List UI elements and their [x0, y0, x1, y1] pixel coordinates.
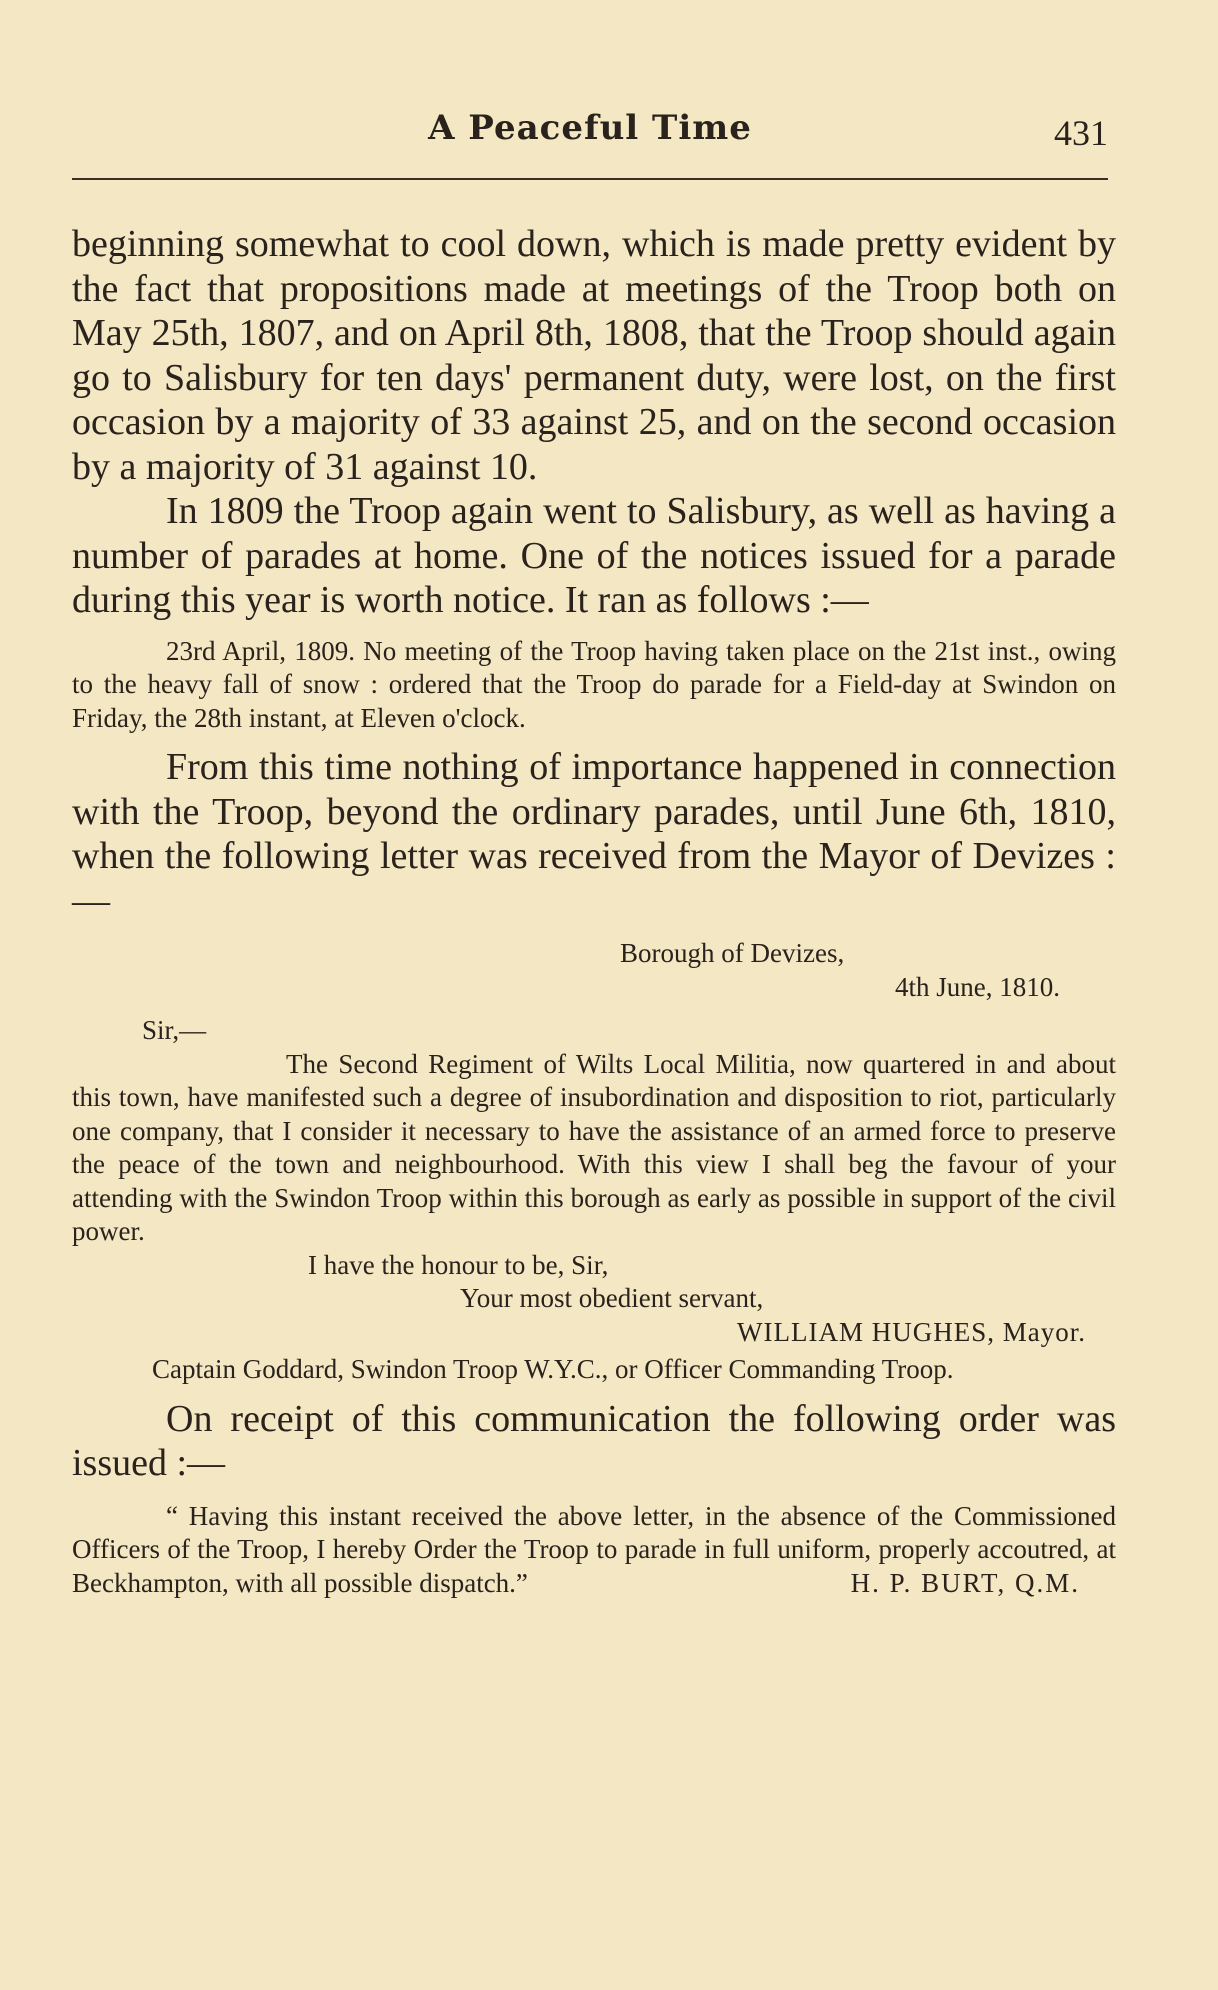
paragraph-2: In 1809 the Troop again went to Salisbury, as well as having a number of parades at home. One of the notices issued for a parade during this year is worth notice. It ran as follows :—	[72, 490, 1116, 621]
paragraph-3: From this time nothing of importance happened in connection with the Troop, beyond the ordinary parades, until June 6th, 1810, when the following letter was received from the Mayor of Devizes :—	[72, 746, 1116, 922]
letter-signature: WILLIAM HUGHES, Mayor.	[737, 1316, 1086, 1347]
order-text: “ Having this instant received the above letter, in the absence of the Commissioned Officers of the Troop, I hereby Order the Troop to parade in full uniform, properly accoutred, at Beckhampton, with all possible dispatch.”	[72, 1500, 1116, 1598]
letter-closing-2: Your most obedient servant,	[460, 1283, 764, 1313]
running-title: A Peaceful Time	[428, 108, 752, 148]
paragraph-4: On receipt of this communication the following order was issued :—	[72, 1397, 1116, 1484]
letter-text: The Second Regiment of Wilts Local Militia, now quartered in and about this town, have manifested such a degree of insubordination and disposition to riot, particularly one company, that I consider it necessary to have the assistance of an armed force to preserve the peace of the town and neighbourhood. With this view I shall beg the favour of your attending with the Swindon Troop within this borough as early as possible in support of the civil power.	[72, 1048, 1116, 1246]
page-header	[72, 100, 1108, 160]
paragraph-1: beginning somewhat to cool down, which is made pretty evident by the fact that propositions made at meetings of the Troop both on May 25th, 1807, and on April 8th, 1808, that the Troop should again go to Salisbury for ten days' permanent duty, were lost, on the first occasion by a majority of 33 against 25, and on the second occasion by a majority of 31 against 10.	[72, 223, 1116, 488]
letter-date: 4th June, 1810.	[895, 971, 1060, 1002]
letter-addressee: Captain Goddard, Swindon Troop W.Y.C., or Officer Commanding Troop.	[152, 1354, 954, 1384]
order-signature: H. P. BURT, Q.M.	[850, 1567, 1080, 1598]
letter-closing-1: I have the honour to be, Sir,	[308, 1249, 609, 1280]
letter-salutation: Sir,—	[142, 1015, 207, 1045]
page-number: 431	[1054, 113, 1108, 153]
header-rule	[72, 178, 1108, 180]
page-body	[72, 222, 1116, 1600]
letter-place: Borough of Devizes,	[620, 938, 845, 968]
troop-notice: 23rd April, 1809. No meeting of the Troop having taken place on the 21st inst., owing to the heavy fall of snow : ordered that the Troop do parade for a Field-day at Swindon on Friday, the 28th instant, at Eleven o'clock.	[72, 635, 1116, 733]
quartermaster-order	[72, 1500, 1116, 1601]
mayor-letter	[72, 937, 1116, 1387]
